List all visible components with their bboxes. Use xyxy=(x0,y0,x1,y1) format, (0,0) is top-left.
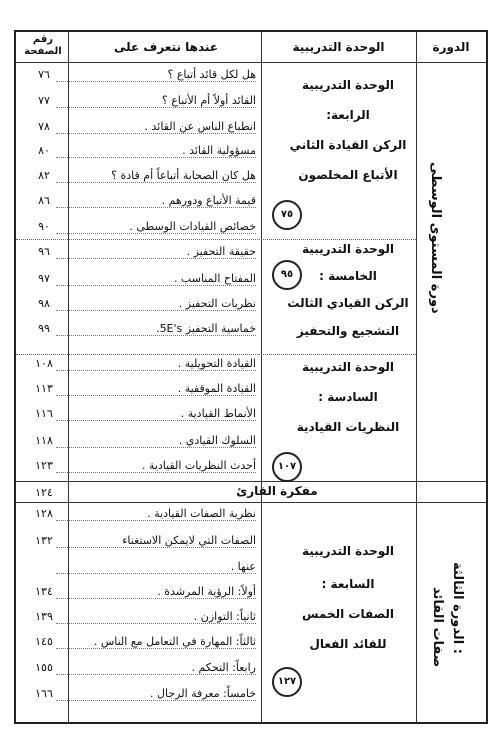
course-third: الدورة الثالثة : xyxy=(450,562,465,654)
topic-row: نظريات التحفيز . xyxy=(56,297,256,311)
topic-page: ١٥٥ xyxy=(35,661,53,674)
topic-row: خامساً: معرفة الرجال . xyxy=(56,687,256,701)
course-middle: دورة المستوى الوسطى xyxy=(428,162,443,314)
topic-row: الأنماط القيادية . xyxy=(56,407,256,421)
topic-page: ١٢٣ xyxy=(35,459,53,472)
topic-page: ١٣٩ xyxy=(35,610,53,623)
reader-note-label: مفكرة القارئ xyxy=(236,484,318,498)
topic-row: عنها . xyxy=(56,560,256,574)
unit-title-line: الصفات الخمس xyxy=(301,607,395,621)
topic-row: القائد أولاً أم الأتباع ؟ xyxy=(56,94,256,108)
topic-row: السلوك القيادي . xyxy=(56,434,256,448)
topic-row: القيادة الموقفية . xyxy=(56,382,256,396)
toc-table xyxy=(14,30,488,724)
unit-title-line: الأتباع المخلصون xyxy=(298,168,398,182)
topic-page: ١٤٥ xyxy=(35,635,53,648)
topic-page: ٩٦ xyxy=(38,245,50,258)
topic-page: ١٣٢ xyxy=(35,534,53,547)
topic-row: قيمة الأتباع ودورهم . xyxy=(56,194,256,208)
section-separator xyxy=(16,481,486,482)
unit-title-line: السابعة : xyxy=(321,577,375,591)
topic-page: ١١٦ xyxy=(35,407,53,420)
topic-page: ٨٠ xyxy=(38,144,50,157)
topic-page: ٩٨ xyxy=(38,297,50,310)
topic-row: ثالثاً: المهارة في التعامل مع الناس . xyxy=(56,635,256,649)
topic-row: المفتاح المناسب . xyxy=(56,272,256,286)
topic-page: ١٦٦ xyxy=(35,687,53,700)
topic-row: القيادة التحويلية . xyxy=(56,357,256,371)
section-separator xyxy=(16,354,416,355)
topic-row: أولاً: الرؤية المرشدة . xyxy=(56,585,256,599)
topic-page: ٩٠ xyxy=(38,220,50,233)
topic-page: ١١٣ xyxy=(35,382,53,395)
topic-row: ثانياً: التوازن . xyxy=(56,610,256,624)
topic-page: ٧٧ xyxy=(38,94,50,107)
header-page-no: رقم الصفحة xyxy=(24,34,62,57)
unit-title-line: الوحدة التدريبية xyxy=(302,360,394,374)
topic-page: ٨٢ xyxy=(38,169,50,182)
course-third-sub: صفات القائد xyxy=(430,587,445,668)
unit-page-circle: ١٠٧ xyxy=(272,452,302,482)
unit-page-circle: ١٢٧ xyxy=(272,667,302,697)
unit-title-line: الركن القيادة الثاني xyxy=(289,138,407,152)
header-topics: عندها نتعرف على xyxy=(113,40,219,54)
section-separator xyxy=(16,239,416,240)
unit-page-circle: ٧٥ xyxy=(272,200,302,230)
topic-row: مسؤولية القائد . xyxy=(56,144,256,158)
unit-title-line: النظريات القيادية xyxy=(296,420,400,434)
topic-row: رابعاً: التحكم . xyxy=(56,661,256,675)
topic-row: نظرية الصفات القيادية . xyxy=(56,507,256,521)
topic-row: حقيقة التحفيز . xyxy=(56,245,256,259)
unit-title-line: السادسة : xyxy=(318,390,378,404)
topic-row: هل لكل قائد أتباع ؟ xyxy=(56,68,256,82)
unit-title-line: الوحدة التدريبية xyxy=(302,544,394,558)
topic-row: خماسية التحفيز 5E's. xyxy=(56,322,256,336)
topic-row: أحدث النظريات القيادية . xyxy=(56,459,256,473)
topic-row: خصائص القيادات الوسطى . xyxy=(56,220,256,234)
unit-title-line: الوحدة التدريبية xyxy=(302,242,394,256)
topic-page: ٧٦ xyxy=(38,68,50,81)
header-separator xyxy=(16,62,486,63)
unit-title-line: الخامسة : xyxy=(319,269,377,283)
topic-page: ٧٨ xyxy=(38,120,50,133)
topic-row: الصفات التي لايمكن الاستغناء xyxy=(56,534,256,548)
unit-title-line: الركن القيادي الثالث xyxy=(287,296,409,310)
section-separator xyxy=(16,502,486,503)
topic-page: ١٠٨ xyxy=(35,357,53,370)
topic-row: هل كان الصحابة أتباعاً أم قادة ؟ xyxy=(56,169,256,183)
unit-title-line: التشجيع والتحفيز xyxy=(296,324,400,338)
topic-page: ١١٨ xyxy=(35,434,53,447)
unit-title-line: للقائد الفعال xyxy=(309,637,387,651)
unit-title-line: الوحدة التدريبية xyxy=(302,78,394,92)
header-unit: الوحدة التدريبية xyxy=(292,40,385,54)
topic-page: ٨٦ xyxy=(38,194,50,207)
topic-page: ٩٧ xyxy=(38,272,50,285)
topic-page: ١٢٨ xyxy=(35,507,53,520)
header-course: الدورة xyxy=(432,40,470,54)
topic-row: انطباع الناس عن القائد . xyxy=(56,120,256,134)
unit-title-line: الرابعة: xyxy=(326,108,370,122)
topic-page: ٩٩ xyxy=(38,322,50,335)
reader-note-page: ١٢٤ xyxy=(35,486,53,499)
topic-page: ١٣٤ xyxy=(35,585,53,598)
unit-page-circle: ٩٥ xyxy=(272,260,302,290)
